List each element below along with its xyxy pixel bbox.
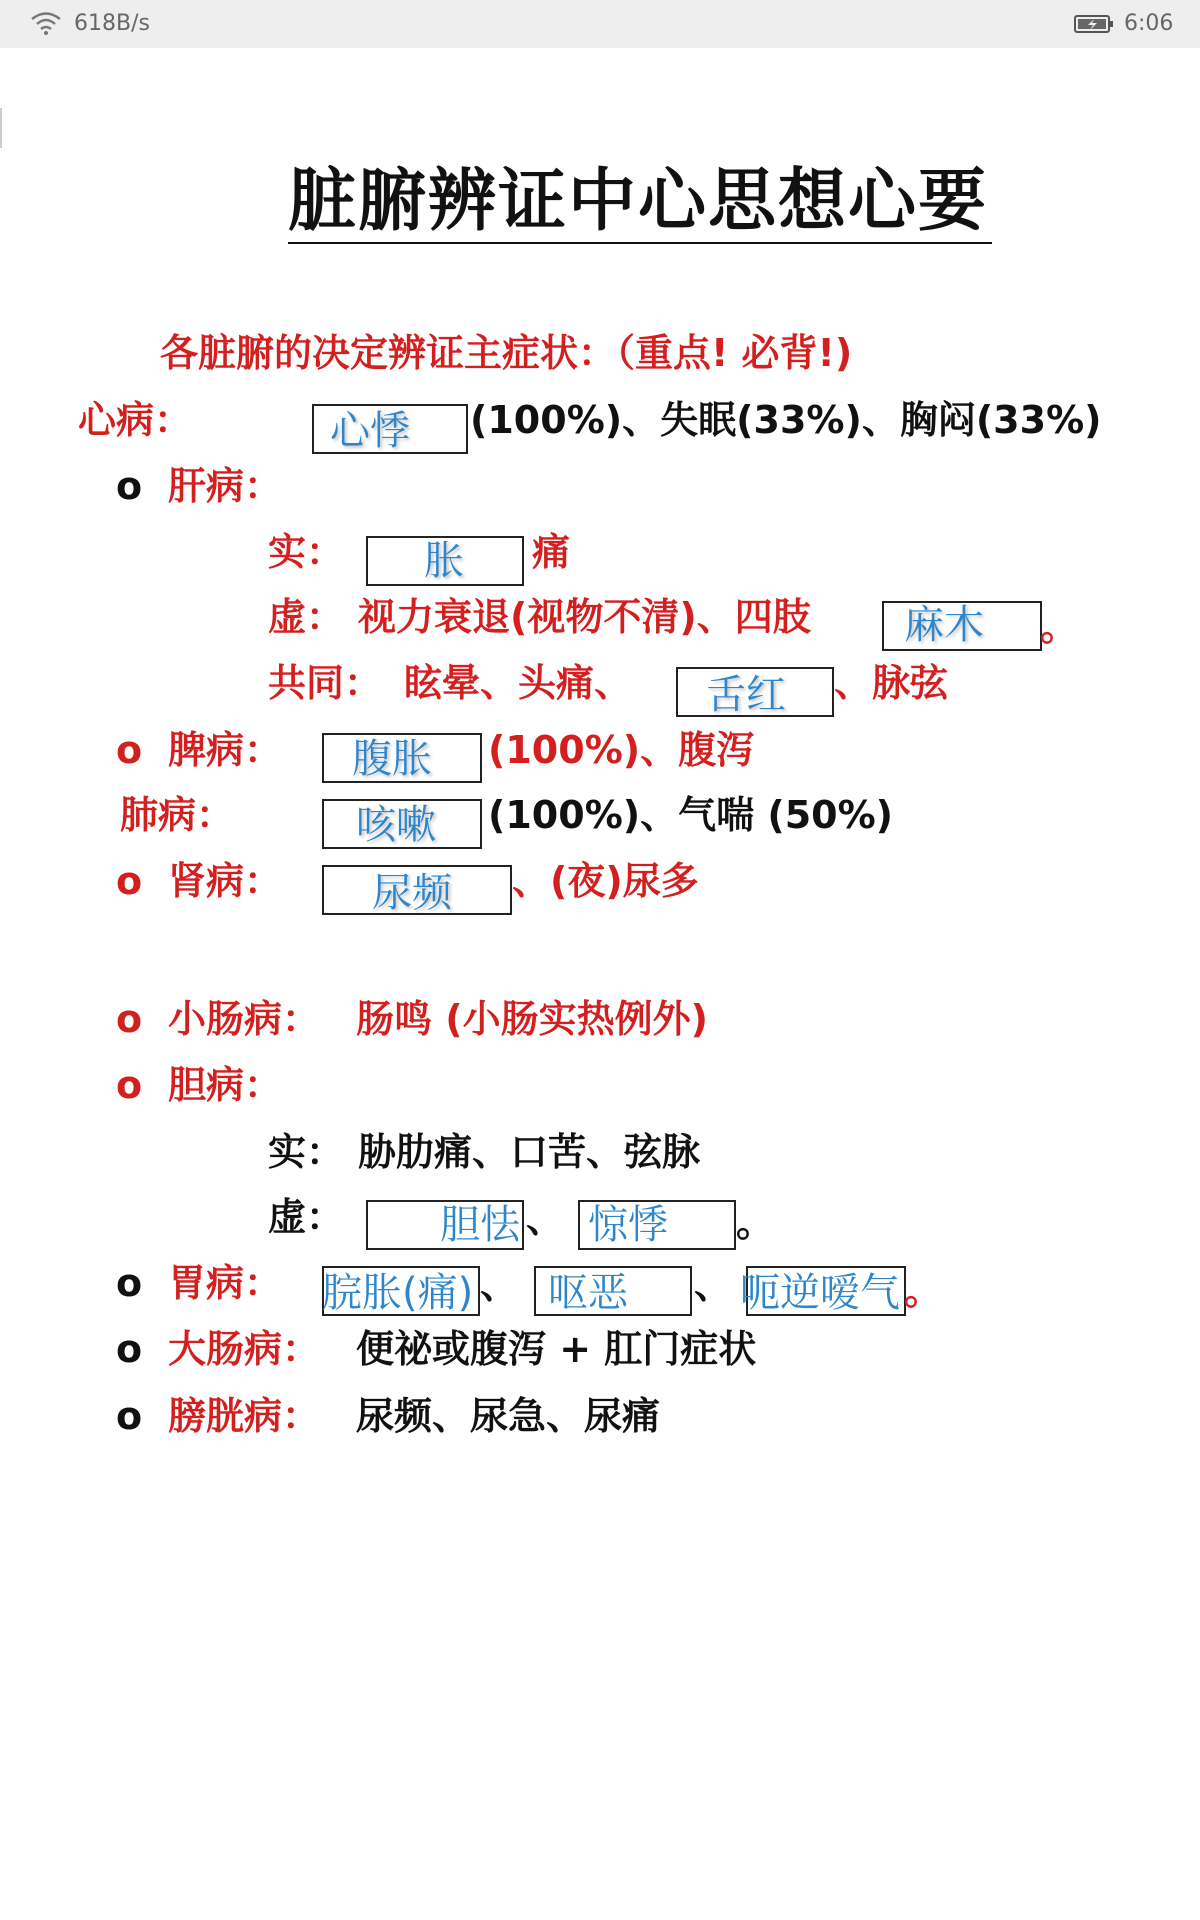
page-edge-marker bbox=[0, 108, 2, 148]
kidney-rest: 、(夜)尿多 bbox=[512, 859, 699, 903]
gallbladder-xu-answer2: 惊悸 bbox=[588, 1202, 668, 1248]
clock-time: 6:06 bbox=[1124, 11, 1174, 36]
spleen-answer: 腹胀 bbox=[352, 736, 432, 782]
large-intestine-label: 大肠病： bbox=[168, 1327, 321, 1371]
spleen-bullet: o bbox=[116, 728, 143, 772]
large-intestine-text: 便祕或腹泻 + 肛门症状 bbox=[356, 1327, 757, 1371]
stomach-sep1: 、 bbox=[480, 1263, 519, 1307]
bladder-text: 尿频、尿急、尿痛 bbox=[356, 1394, 661, 1438]
bladder-bullet: o bbox=[116, 1394, 143, 1438]
kidney-label: 肾病： bbox=[168, 859, 283, 903]
title-underline bbox=[288, 242, 992, 244]
liver-xu-end: 。 bbox=[1040, 605, 1079, 649]
stomach-answer2: 呕恶 bbox=[548, 1270, 628, 1316]
gallbladder-shi-label: 实： bbox=[268, 1130, 345, 1174]
stomach-answer3: 呃逆嗳气 bbox=[740, 1270, 900, 1316]
lung-label: 肺病： bbox=[120, 793, 235, 837]
network-speed: 618B/s bbox=[74, 11, 150, 36]
liver-shi-label: 实： bbox=[268, 530, 345, 574]
gallbladder-label: 胆病： bbox=[168, 1063, 283, 1107]
small-intestine-bullet: o bbox=[116, 997, 143, 1041]
stomach-sep2: 、 bbox=[694, 1263, 733, 1307]
liver-common-rest: 、脉弦 bbox=[834, 661, 949, 705]
lung-rest: (100%)、气喘 (50%) bbox=[488, 793, 894, 837]
liver-shi-answer: 胀 bbox=[424, 538, 464, 584]
liver-common-label: 共同： bbox=[268, 661, 383, 705]
liver-bullet: o bbox=[116, 464, 143, 508]
liver-xu-label: 虚： bbox=[268, 595, 345, 639]
liver-common-answer: 舌红 bbox=[706, 672, 786, 718]
large-intestine-bullet: o bbox=[116, 1327, 143, 1371]
heart-rest: (100%)、失眠(33%)、胸闷(33%) bbox=[470, 398, 1102, 442]
battery-charging-icon bbox=[1074, 14, 1114, 34]
liver-label: 肝病： bbox=[168, 464, 283, 508]
intro-heading: 各脏腑的决定辨证主症状：（重点! 必背!) bbox=[160, 331, 853, 375]
kidney-answer: 尿频 bbox=[372, 870, 452, 916]
gallbladder-xu-sep: 、 bbox=[526, 1197, 565, 1241]
liver-xu-answer: 麻木 bbox=[904, 602, 984, 648]
wifi-icon bbox=[30, 10, 62, 36]
gallbladder-shi-text: 胁肋痛、口苦、弦脉 bbox=[358, 1130, 701, 1174]
gallbladder-xu-answer1: 胆怯 bbox=[440, 1202, 520, 1248]
gallbladder-bullet: o bbox=[116, 1063, 143, 1107]
stomach-answer1: 脘胀(痛) bbox=[322, 1270, 474, 1316]
bladder-label: 膀胱病： bbox=[168, 1394, 321, 1438]
stomach-end: 。 bbox=[904, 1269, 943, 1313]
spleen-rest: (100%)、腹泻 bbox=[488, 728, 755, 772]
liver-shi-rest: 痛 bbox=[532, 530, 571, 574]
heart-answer: 心悸 bbox=[330, 408, 410, 454]
lung-answer: 咳嗽 bbox=[356, 802, 436, 848]
stomach-bullet: o bbox=[116, 1261, 143, 1305]
heart-label: 心病： bbox=[78, 398, 193, 442]
small-intestine-label: 小肠病： bbox=[168, 997, 321, 1041]
gallbladder-xu-label: 虚： bbox=[268, 1195, 345, 1239]
small-intestine-text: 肠鸣 (小肠实热例外) bbox=[356, 997, 708, 1041]
gallbladder-xu-end: 。 bbox=[736, 1201, 775, 1245]
spleen-label: 脾病： bbox=[168, 728, 283, 772]
stomach-label: 胃病： bbox=[168, 1261, 283, 1305]
liver-common-text: 眩晕、头痛、 bbox=[404, 661, 633, 705]
status-bar bbox=[0, 0, 1200, 48]
kidney-bullet: o bbox=[116, 859, 143, 903]
liver-xu-text: 视力衰退(视物不清)、四肢 bbox=[358, 595, 811, 639]
page-title: 脏腑辨证中心思想心要 bbox=[288, 162, 989, 241]
